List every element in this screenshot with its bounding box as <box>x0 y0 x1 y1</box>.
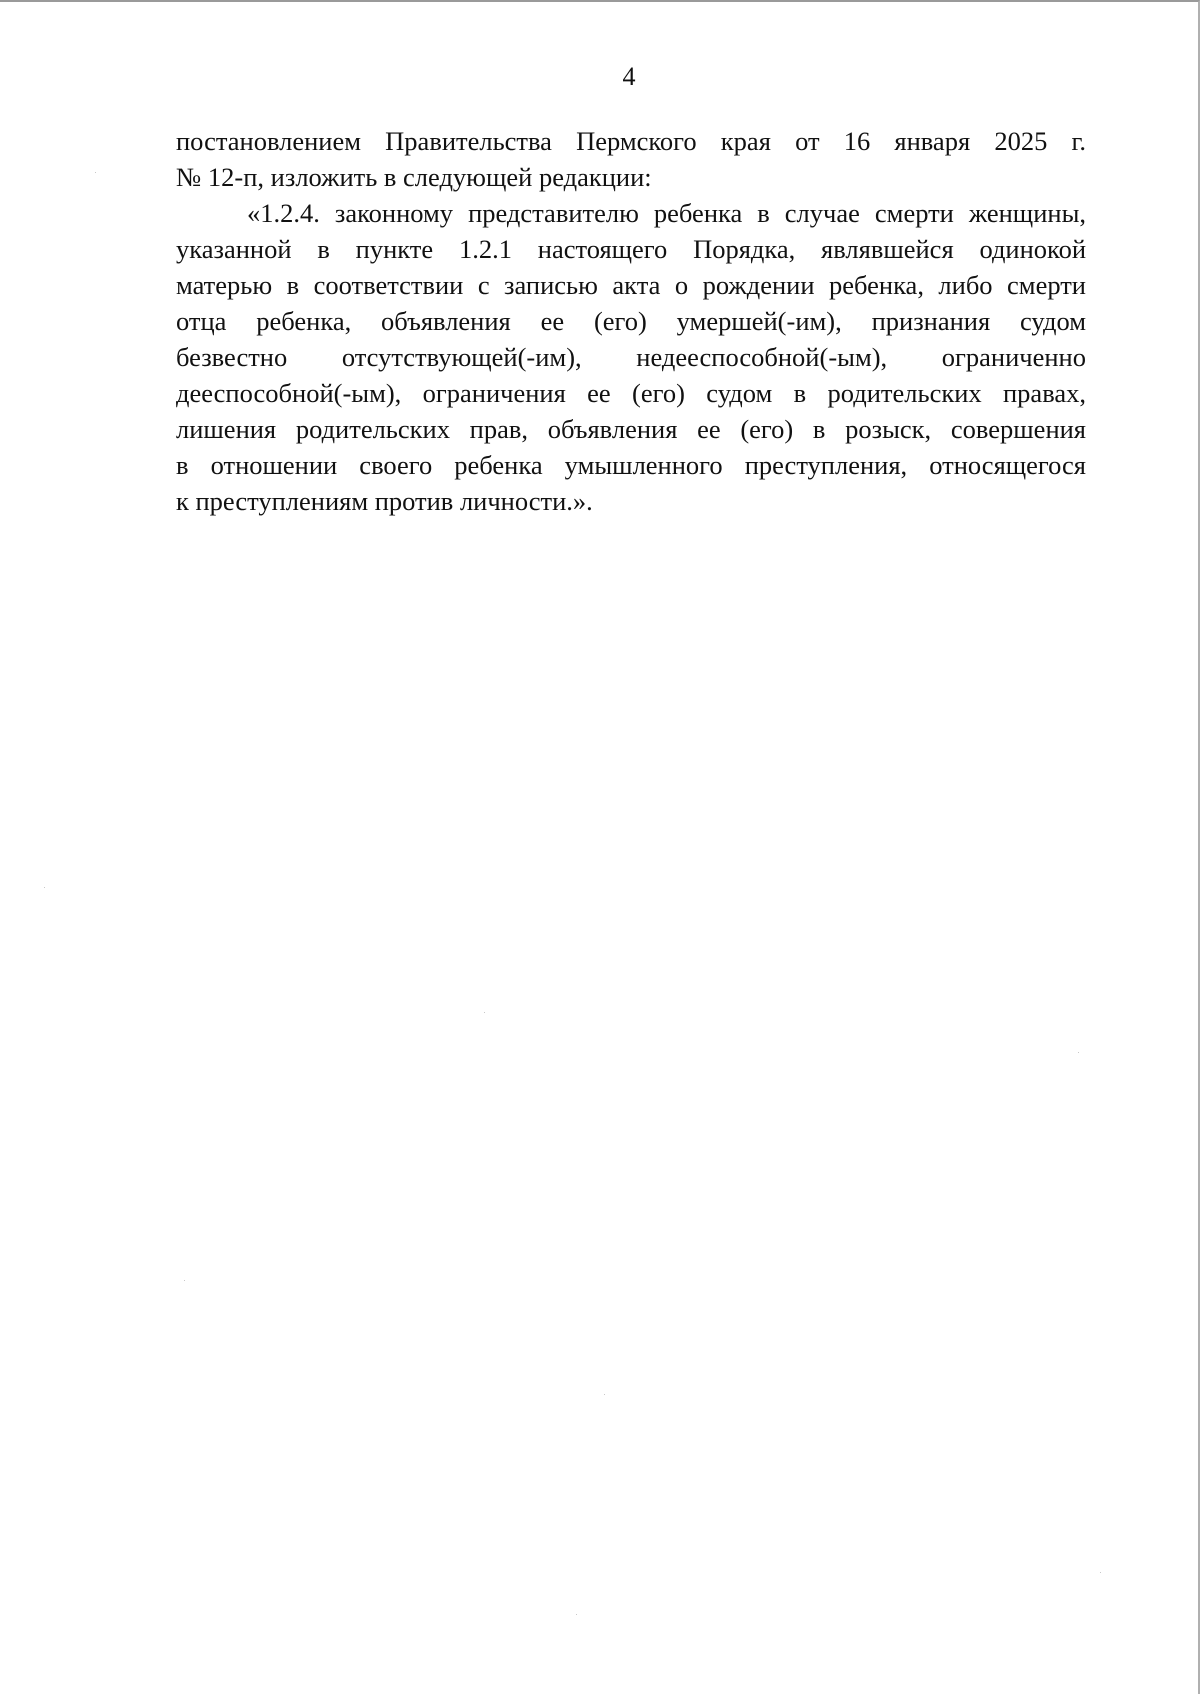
text-line: указанной в пункте 1.2.1 настоящего Порядка, являвшейся одинокой <box>176 234 1086 264</box>
text-line: постановлением Правительства Пермского края от 16 января 2025 г. <box>176 126 1086 156</box>
text-line: матерью в соответствии с записью акта о рождении ребенка, либо смерти <box>176 270 1086 300</box>
scan-speck <box>1100 1572 1101 1573</box>
scan-speck <box>576 1614 577 1615</box>
document-body <box>176 123 1086 519</box>
scan-speck <box>1078 1052 1079 1053</box>
text-line: к преступлениям против личности.». <box>176 486 593 516</box>
text-line: дееспособной(-ым), ограничения ее (его) судом в родительских правах, <box>176 378 1086 408</box>
text-line: лишения родительских прав, объявления ее (его) в розыск, совершения <box>176 414 1086 444</box>
paragraph-clause-1-2-4 <box>176 195 1086 519</box>
text-line: отца ребенка, объявления ее (его) умершей(-им), признания судом <box>176 306 1086 336</box>
scan-speck <box>184 1280 185 1281</box>
text-line: в отношении своего ребенка умышленного преступления, относящегося <box>176 450 1086 480</box>
paragraph-intro <box>176 123 1086 195</box>
scan-speck <box>604 1394 605 1395</box>
text-line: № 12-п, изложить в следующей редакции: <box>176 162 652 192</box>
page-number: 4 <box>622 62 636 91</box>
scan-speck <box>95 172 96 173</box>
scan-speck <box>484 1012 485 1013</box>
text-line: безвестно отсутствующей(-им), недееспособной(-ым), ограниченно <box>176 342 1086 372</box>
scan-speck <box>44 887 45 888</box>
text-line: «1.2.4. законному представителю ребенка в случае смерти женщины, <box>247 198 1086 228</box>
